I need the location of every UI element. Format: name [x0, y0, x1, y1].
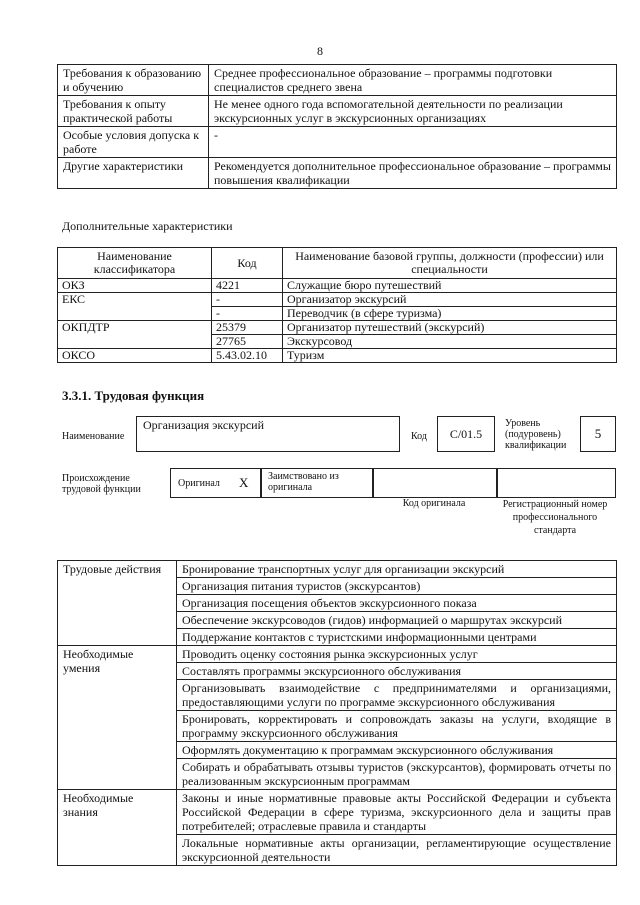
- requirement-label: Особые условия допуска к работе: [58, 127, 209, 158]
- section-label: Трудовые действия: [58, 561, 177, 646]
- name-cell: Организатор экскурсий: [283, 293, 617, 307]
- table-row: [58, 321, 617, 335]
- reg-number-label: Регистрационный номер профессионального стандарта: [502, 499, 608, 536]
- skill-item: Оформлять документацию к программам экскурсионного обслуживания: [177, 742, 617, 759]
- section-label: Необходимые знания: [58, 790, 177, 866]
- table-row: [58, 279, 617, 293]
- code-cell: 4221: [212, 279, 283, 293]
- action-item: Бронирование транспортных услуг для организации экскурсий: [177, 561, 617, 578]
- code-cell: 27765: [212, 335, 283, 349]
- table-row: [58, 646, 617, 663]
- action-item: Обеспечение экскурсоводов (гидов) информацией о маршрутах экскурсий: [177, 612, 617, 629]
- column-header: Наименование базовой группы, должности (профессии) или специальности: [283, 248, 617, 279]
- requirement-label: Требования к опыту практической работы: [58, 96, 209, 127]
- level-box: [580, 416, 616, 452]
- skill-item: Собирать и обрабатывать отзывы туристов (экскурсантов), формировать отчеты по реализованным экскурсионным программам: [177, 759, 617, 790]
- additional-heading: Дополнительные характеристики: [62, 219, 233, 233]
- table-row: [58, 158, 617, 189]
- name-label: Наименование: [62, 431, 125, 442]
- table-row: [58, 349, 617, 363]
- function-heading: 3.3.1. Трудовая функция: [62, 388, 205, 403]
- borrowed-cell: [260, 468, 374, 498]
- name-cell: Переводчик (в сфере туризма): [283, 307, 617, 321]
- knowledge-item: Локальные нормативные акты организации, регламентирующие осуществление экскурсионной деятельности: [177, 835, 617, 866]
- section-label: Необходимые умения: [58, 646, 177, 790]
- requirement-label: Требования к образованию и обучению: [58, 65, 209, 96]
- name-cell: Организатор путешествий (экскурсий): [283, 321, 617, 335]
- skill-item: Организовывать взаимодействие с предпринимателями и организациями, предоставляющими услуги по программе экскурсионного обслуживания: [177, 680, 617, 711]
- borrowed-label: Заимствовано из оригинала: [268, 471, 339, 493]
- classifier-cell: ЕКС: [58, 293, 212, 321]
- skill-item: Проводить оценку состояния рынка экскурсионных услуг: [177, 646, 617, 663]
- classifier-table: [57, 247, 617, 363]
- requirement-value: -: [209, 127, 617, 158]
- function-details-table: [57, 560, 617, 866]
- name-cell: Экскурсовод: [283, 335, 617, 349]
- table-row: [58, 561, 617, 578]
- original-cell: [170, 468, 262, 498]
- page-number: 8: [317, 44, 323, 58]
- reg-number-cell: [496, 468, 616, 498]
- requirement-value: Среднее профессиональное образование – программы подготовки специалистов среднего звена: [209, 65, 617, 96]
- classifier-cell: ОКПДТР: [58, 321, 212, 349]
- requirement-value: Рекомендуется дополнительное профессиональное образование – программы повышения квалификации: [209, 158, 617, 189]
- skill-item: Составлять программы экскурсионного обслуживания: [177, 663, 617, 680]
- level-label: Уровень (подуровень) квалификации: [505, 418, 567, 451]
- function-name-box: [136, 416, 400, 452]
- requirements-table: [57, 64, 617, 189]
- classifier-cell: ОКСО: [58, 349, 212, 363]
- code-original-label: Код оригинала: [402, 498, 466, 509]
- code-cell: 5.43.02.10: [212, 349, 283, 363]
- function-code-value: C/01.5: [449, 426, 483, 441]
- origin-label: Происхождение трудовой функции: [62, 473, 141, 495]
- name-cell: Служащие бюро путешествий: [283, 279, 617, 293]
- name-cell: Туризм: [283, 349, 617, 363]
- action-item: Организация питания туристов (экскурсантов): [177, 578, 617, 595]
- requirement-value: Не менее одного года вспомогательной деятельности по реализации экскурсионных услуг в экскурсионных организациях: [209, 96, 617, 127]
- table-row: [58, 65, 617, 96]
- function-name-value: Организация экскурсий: [143, 418, 265, 432]
- code-cell: 25379: [212, 321, 283, 335]
- column-header: Код: [212, 248, 283, 279]
- table-row: [58, 293, 617, 307]
- column-header: Наименование классификатора: [58, 248, 212, 279]
- original-mark: X: [239, 475, 249, 490]
- classifier-cell: ОКЗ: [58, 279, 212, 293]
- original-label: Оригинал: [178, 478, 220, 489]
- code-cell: -: [212, 307, 283, 321]
- requirement-label: Другие характеристики: [58, 158, 209, 189]
- table-row: [58, 248, 617, 279]
- code-label: Код: [411, 431, 427, 442]
- knowledge-item: Законы и иные нормативные правовые акты Российской Федерации и субъекта Российской Федерации в сфере туризма, экскурсионного дела и защиты прав потребителей; отраслевые правила и стандарты: [177, 790, 617, 835]
- function-code-box: [437, 416, 495, 452]
- skill-item: Бронировать, корректировать и сопровождать заказы на услуги, входящие в программу экскурсионного обслуживания: [177, 711, 617, 742]
- code-cell: -: [212, 293, 283, 307]
- table-row: [58, 790, 617, 835]
- action-item: Организация посещения объектов экскурсионного показа: [177, 595, 617, 612]
- table-row: [58, 127, 617, 158]
- code-original-cell: [372, 468, 498, 498]
- action-item: Поддержание контактов с туристскими информационными центрами: [177, 629, 617, 646]
- level-value: 5: [594, 426, 602, 441]
- table-row: [58, 96, 617, 127]
